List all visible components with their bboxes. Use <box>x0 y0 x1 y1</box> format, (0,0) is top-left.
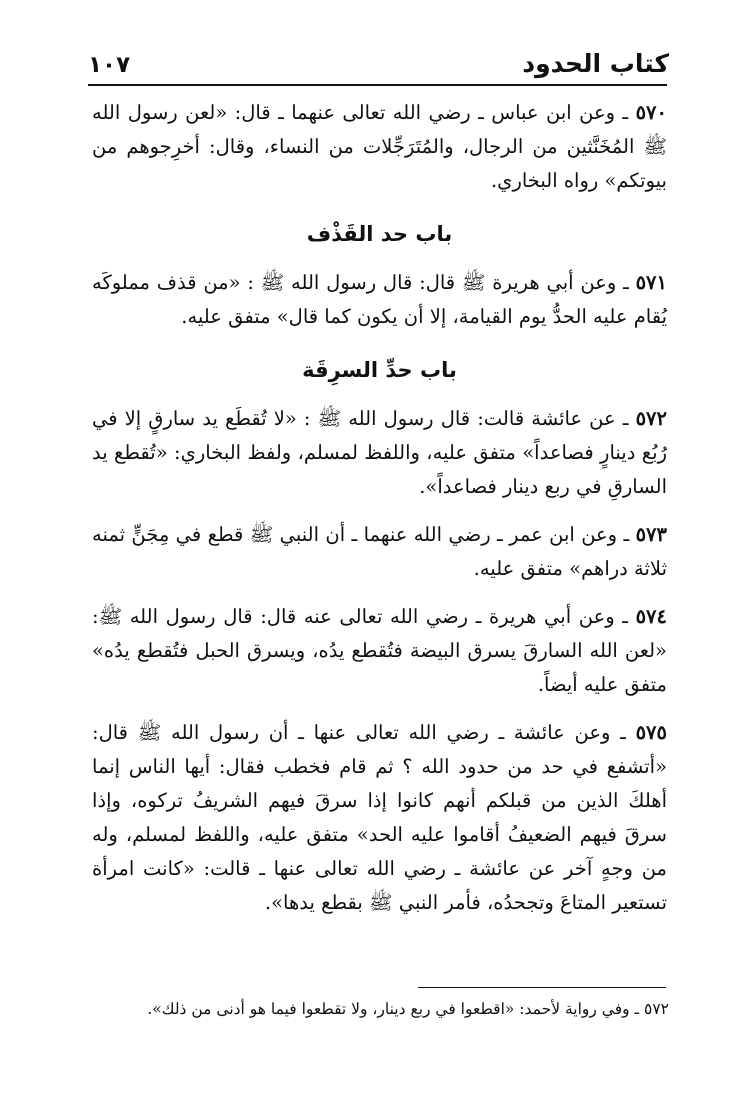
hadith-number: ٥٧٠ <box>635 101 667 124</box>
hadith-text: ـ وعن ابن عمر ـ رضي الله عنهما ـ أن النبي ﷺ قطع في مِجَنٍّ ثمنه ثلاثة دراهم» متفق عليه. <box>92 523 667 580</box>
hadith-text: ـ وعن ابن عباس ـ رضي الله تعالى عنهما ـ قال: «لعن رسول الله ﷺ المُخَنَّثين من الرجال، والمُتَرَجِّلات من النساء، وقال: أخرِجوهم من بيوتكم» رواه البخاري. <box>92 101 667 192</box>
page-header <box>88 44 669 78</box>
hadith-570 <box>92 96 667 198</box>
footnote-rule <box>418 987 666 988</box>
hadith-574 <box>92 600 667 702</box>
page-body <box>92 96 667 934</box>
hadith-number: ٥٧٥ <box>635 721 667 744</box>
header-rule <box>88 84 667 86</box>
hadith-text: ـ وعن أبي هريرة ﷺ قال: قال رسول الله ﷺ : «من قذف مملوكَه يُقام عليه الحدُّ يوم القيامة، إلا أن يكون كما قال» متفق عليه. <box>92 271 667 328</box>
chapter-heading-qadhf: باب حد القَذْف <box>306 222 453 246</box>
hadith-text: ـ عن عائشة قالت: قال رسول الله ﷺ : «لا تُقطَع يد سارقٍ إلا في رُبُع دينارٍ فصاعداً» متفق عليه، واللفظ لمسلم، ولفظ البخاري: «تُقطع يد السارقِ في ربع دينار فصاعداً». <box>92 407 667 498</box>
footnote: ٥٧٢ ـ وفي رواية لأحمد: «اقطعوا في ربع دينار، ولا تقطعوا فيما هو أدنى من ذلك». <box>147 1000 669 1018</box>
hadith-text: ـ وعن عائشة ـ رضي الله تعالى عنها ـ أن رسول الله ﷺ قال: «أتشفع في حد من حدود الله ؟ ثم قام فخطب فقال: أيها الناس إنما أهلكَ الذين من قبلكم أنهم كانوا إذا سرقَ فيهم الشريفُ تركوه، وإذا سرقَ فيهم الضعيفُ أقاموا عليه الحد» متفق عليه، واللفظ لمسلم، وله من وجهٍ آخر عن عائشة ـ رضي الله تعالى عنها ـ قالت: «كانت امرأة تستعير المتاعَ وتجحدُه، فأمر النبي ﷺ بقطع يدها». <box>92 721 667 914</box>
hadith-575 <box>92 716 667 920</box>
hadith-571 <box>92 266 667 334</box>
hadith-number: ٥٧٣ <box>635 523 667 546</box>
hadith-text: ـ وعن أبي هريرة ـ رضي الله تعالى عنه قال: قال رسول الله ﷺ: «لعن الله السارقَ يسرق البيضة فتُقطع يدُه، ويسرق الحبل فتُقطع يدُه» متفق عليه أيضاً. <box>92 605 667 696</box>
hadith-572 <box>92 402 667 504</box>
page-number: ١٠٧ <box>88 52 131 78</box>
hadith-number: ٥٧٤ <box>635 605 667 628</box>
chapter-heading-sariqa: باب حدِّ السرِقَة <box>302 358 457 382</box>
book-title: كتاب الحدود <box>522 49 669 78</box>
hadith-number: ٥٧١ <box>635 271 667 294</box>
hadith-number: ٥٧٢ <box>635 407 667 430</box>
hadith-573 <box>92 518 667 586</box>
